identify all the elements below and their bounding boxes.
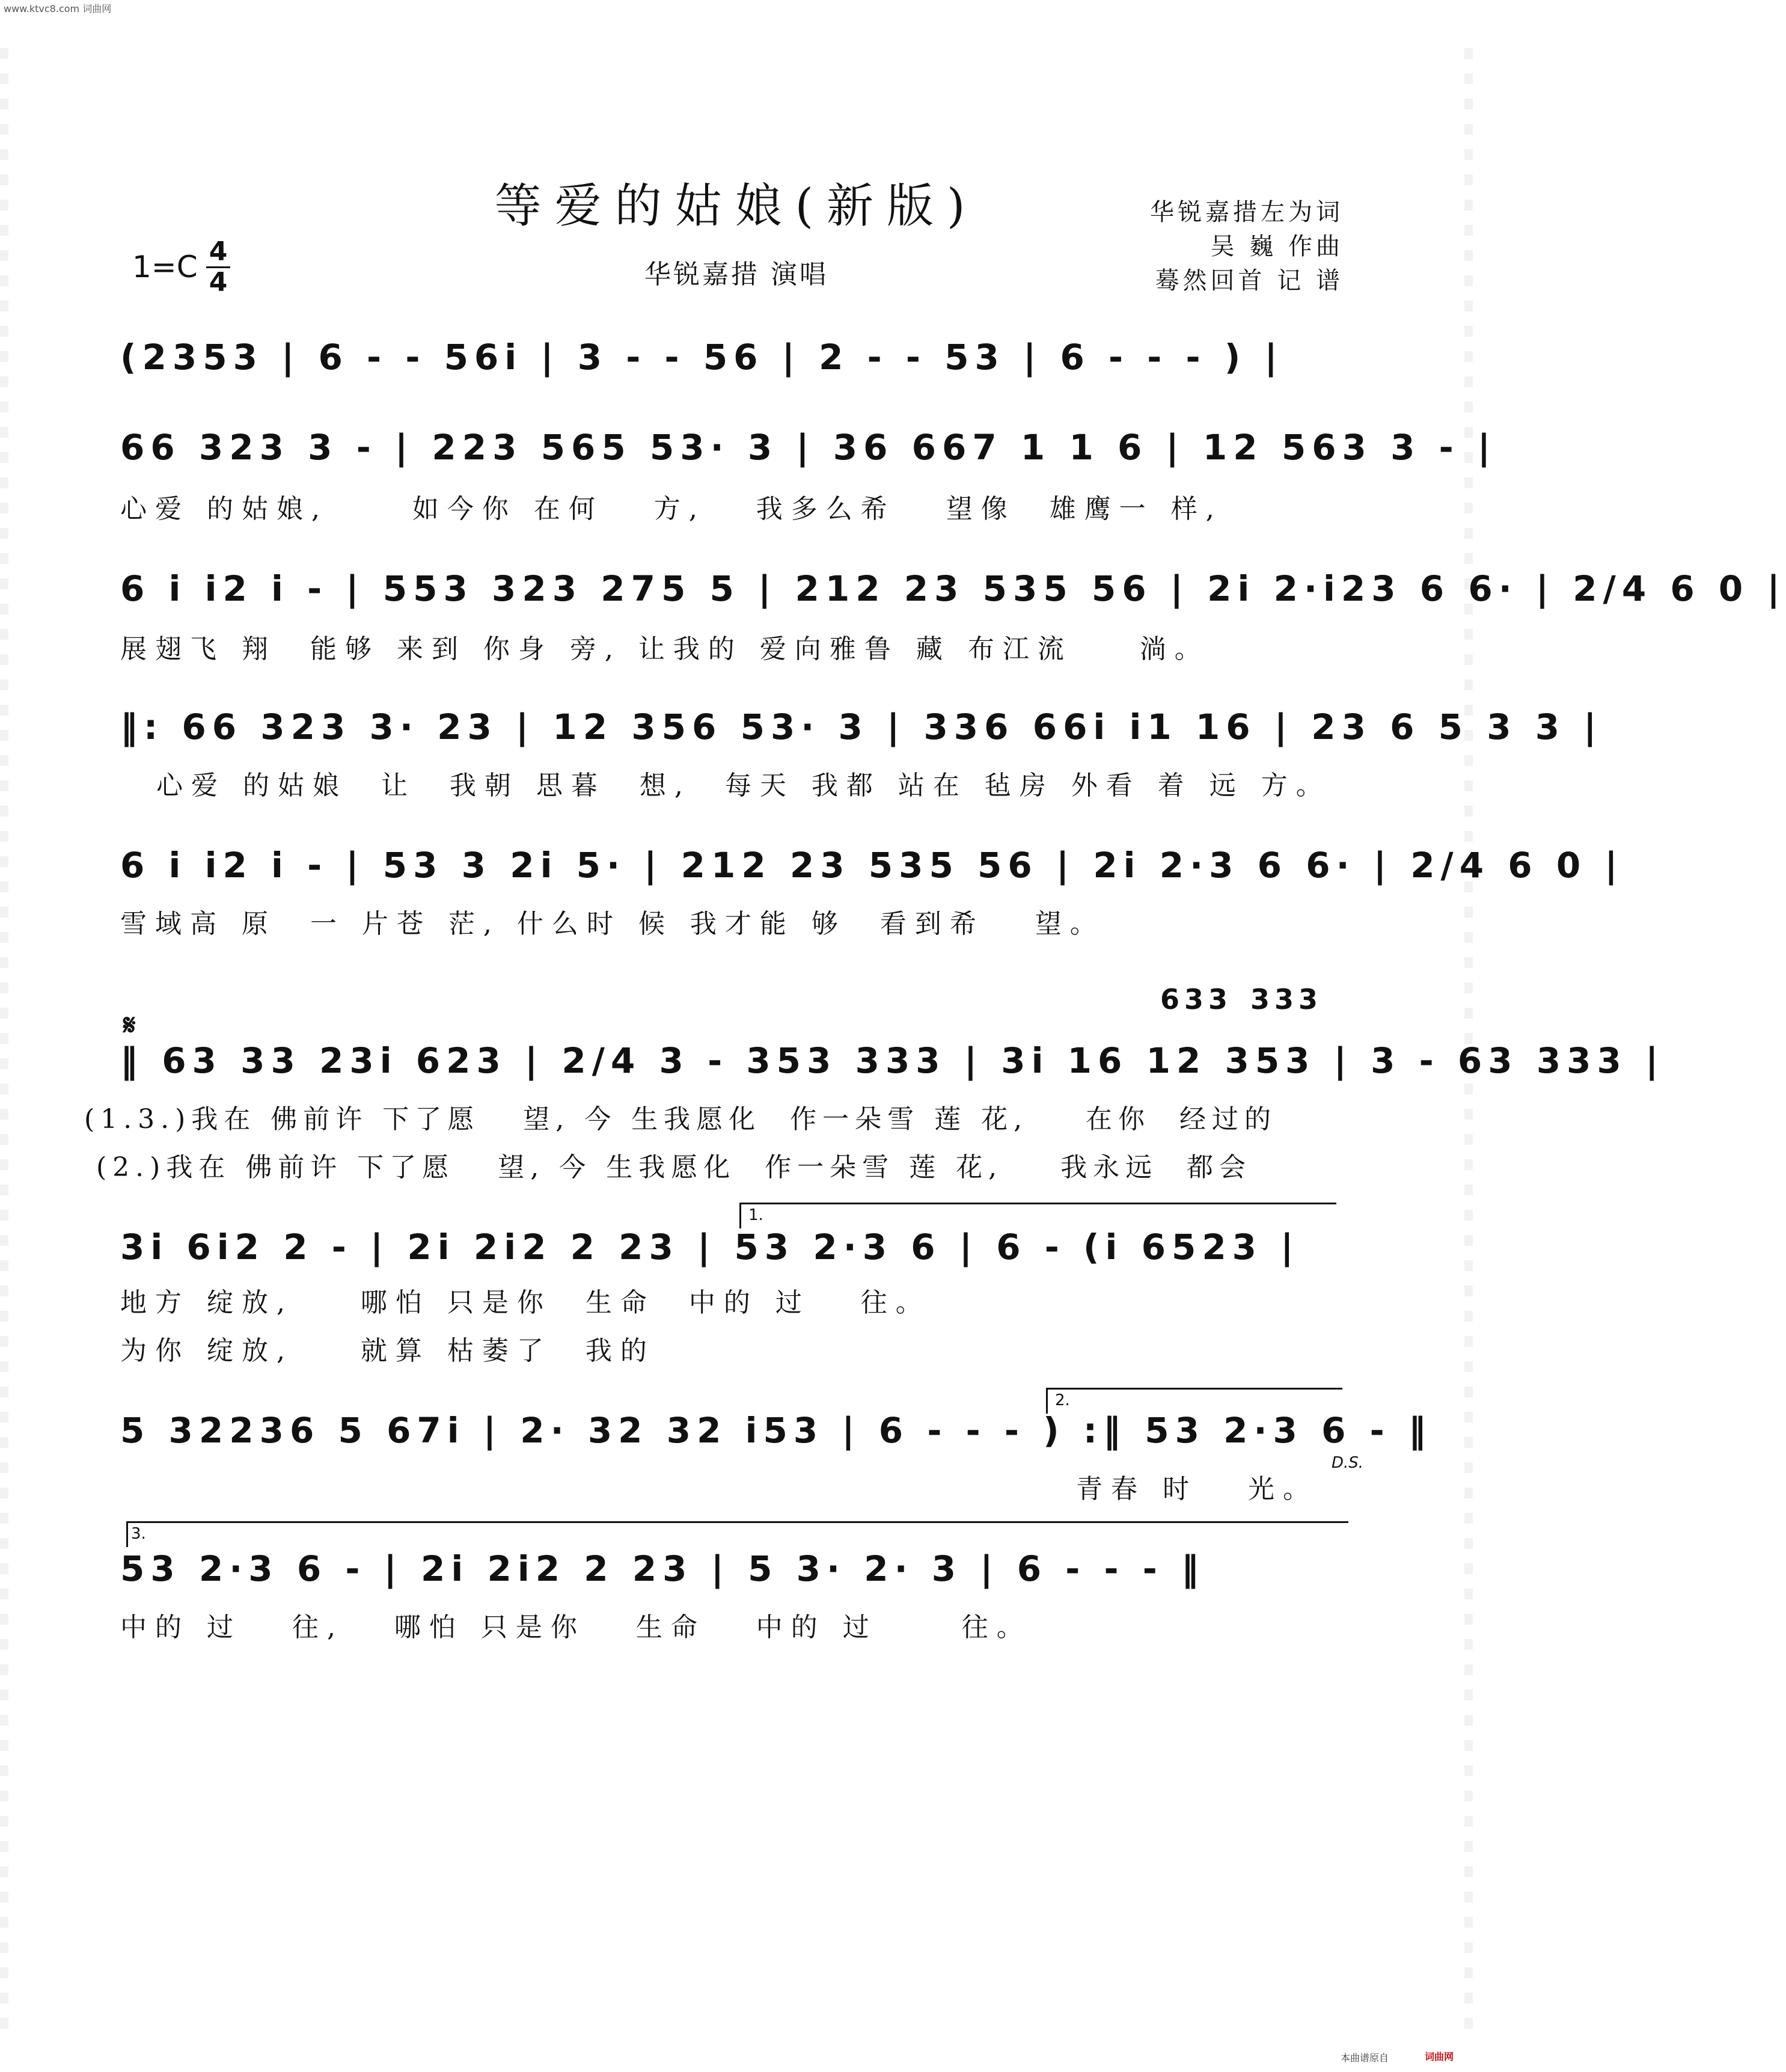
- staff-2: [120, 427, 1497, 524]
- lyric-line-verse-2: (2.)我在 佛前许 下了愿 望, 今 生我愿化 作一朵雪 莲 花, 我永远 都会: [96, 1152, 1252, 1183]
- singer: 华锐嘉措 演唱: [644, 259, 828, 290]
- lyric-line: 雪域高 原 一 片苍 茫, 什么时 候 我才能 够 看到希 望。: [120, 909, 1105, 939]
- staff-3: [120, 568, 1786, 664]
- staff-4: [120, 707, 1603, 803]
- staff-8: [120, 1383, 1432, 1521]
- composer: 吴 巍 作曲: [1210, 233, 1344, 260]
- staff-5: [120, 845, 1624, 941]
- site-url: www.ktvc8.com 词曲网: [4, 3, 112, 14]
- lyric-line: 青春 时 光。: [1076, 1474, 1318, 1504]
- upper-voice-1: 633: [1160, 983, 1233, 1016]
- volta-bracket-3: [126, 1521, 1348, 1547]
- credits: [1150, 195, 1344, 298]
- volta-label: 3.: [131, 1525, 146, 1543]
- footer-mark: 本曲谱原自: [1340, 2052, 1389, 2064]
- lyricist: 华锐嘉措左为词: [1150, 198, 1344, 226]
- volta-label: 2.: [1055, 1391, 1070, 1409]
- time-signature-bottom: 4: [206, 266, 230, 297]
- staff-notes: 5 32236 5 67i | 2· 32 32 i53 | 6 - - - ) :‖ 53 2·3 6 - ‖: [120, 1410, 1432, 1451]
- staff-notes: 53 2·3 6 - | 2i 2i2 2 23 | 5 3· 2· 3 | 6 - - - ‖: [120, 1548, 1205, 1589]
- transcriber: 蓦然回首 记 谱: [1155, 267, 1344, 295]
- lyric-line: 为你 绽放, 就算 枯萎了 我的: [120, 1335, 655, 1366]
- staff-notes: 3i 6i2 2 - | 2i 2i2 2 23 | 53 2·3 6 | 6 - (i 6523 |: [120, 1227, 1300, 1267]
- staff-notes: ‖: 66 323 3· 23 | 12 356 53· 3 | 336 66i i1 16 | 23 6 5 3 3 |: [120, 707, 1603, 747]
- footer-logo: 词曲网: [1424, 2051, 1454, 2062]
- upper-voice-2: 333: [1250, 983, 1323, 1016]
- staff-notes: 6 i i2 i - | 553 323 275 5 | 212 23 535 56 | 2i 2·i23 6 6· | 2/4 6 0 |: [120, 568, 1786, 609]
- dal-segno-mark: D.S.: [1332, 1454, 1364, 1472]
- lyric-line: 心爱 的姑娘 让 我朝 思暮 想, 每天 我都 站在 毡房 外看 着 远 方。: [156, 770, 1331, 801]
- time-signature: [206, 238, 230, 297]
- key-signature: 1=C: [132, 250, 198, 284]
- lyric-line: 心爱 的姑娘, 如今你 在何 方, 我多么希 望像 雄鹰一 样,: [120, 494, 1223, 524]
- staff-notes: (2353 | 6 - - 56i | 3 - - 56 | 2 - - 53 | 6 - - - ) |: [120, 337, 1283, 378]
- volta-bracket-1: [739, 1203, 1336, 1228]
- lyric-line-verse-1-3: (1.3.)我在 佛前许 下了愿 望, 今 生我愿化 作一朵雪 莲 花, 在你 经过的: [84, 1104, 1277, 1135]
- staff-notes: 6 i i2 i - | 53 3 2i 5· | 212 23 535 56 | 2i 2·3 6 6· | 2/4 6 0 |: [120, 845, 1624, 886]
- lyric-line: 地方 绽放, 哪怕 只是你 生命 中的 过 往。: [120, 1287, 931, 1318]
- staff-6: [84, 983, 1665, 1188]
- song-title: 等爱的姑娘(新版): [494, 179, 979, 233]
- segno-sign: 𝄋: [123, 1008, 136, 1042]
- lyric-line: 中的 过 往, 哪怕 只是你 生命 中的 过 往。: [120, 1612, 1032, 1643]
- staff-9: [120, 1521, 1353, 1641]
- staff-notes: ‖ 63 33 23i 623 | 2/4 3 - 353 333 | 3i 16 12 353 | 3 - 63 333 |: [120, 1040, 1665, 1081]
- lyric-line: 展翅飞 翔 能够 来到 你身 旁, 让我的 爱向雅鲁 藏 布江流 淌。: [120, 634, 1210, 664]
- volta-label: 1.: [748, 1206, 763, 1224]
- staff-7: [120, 1203, 1353, 1377]
- left-watermark-strip: [0, 48, 8, 2032]
- staff-1: [120, 337, 1353, 385]
- time-signature-top: 4: [209, 236, 228, 267]
- staff-notes: 66 323 3 - | 223 565 53· 3 | 36 667 1 1 6 | 12 563 3 - |: [120, 427, 1497, 468]
